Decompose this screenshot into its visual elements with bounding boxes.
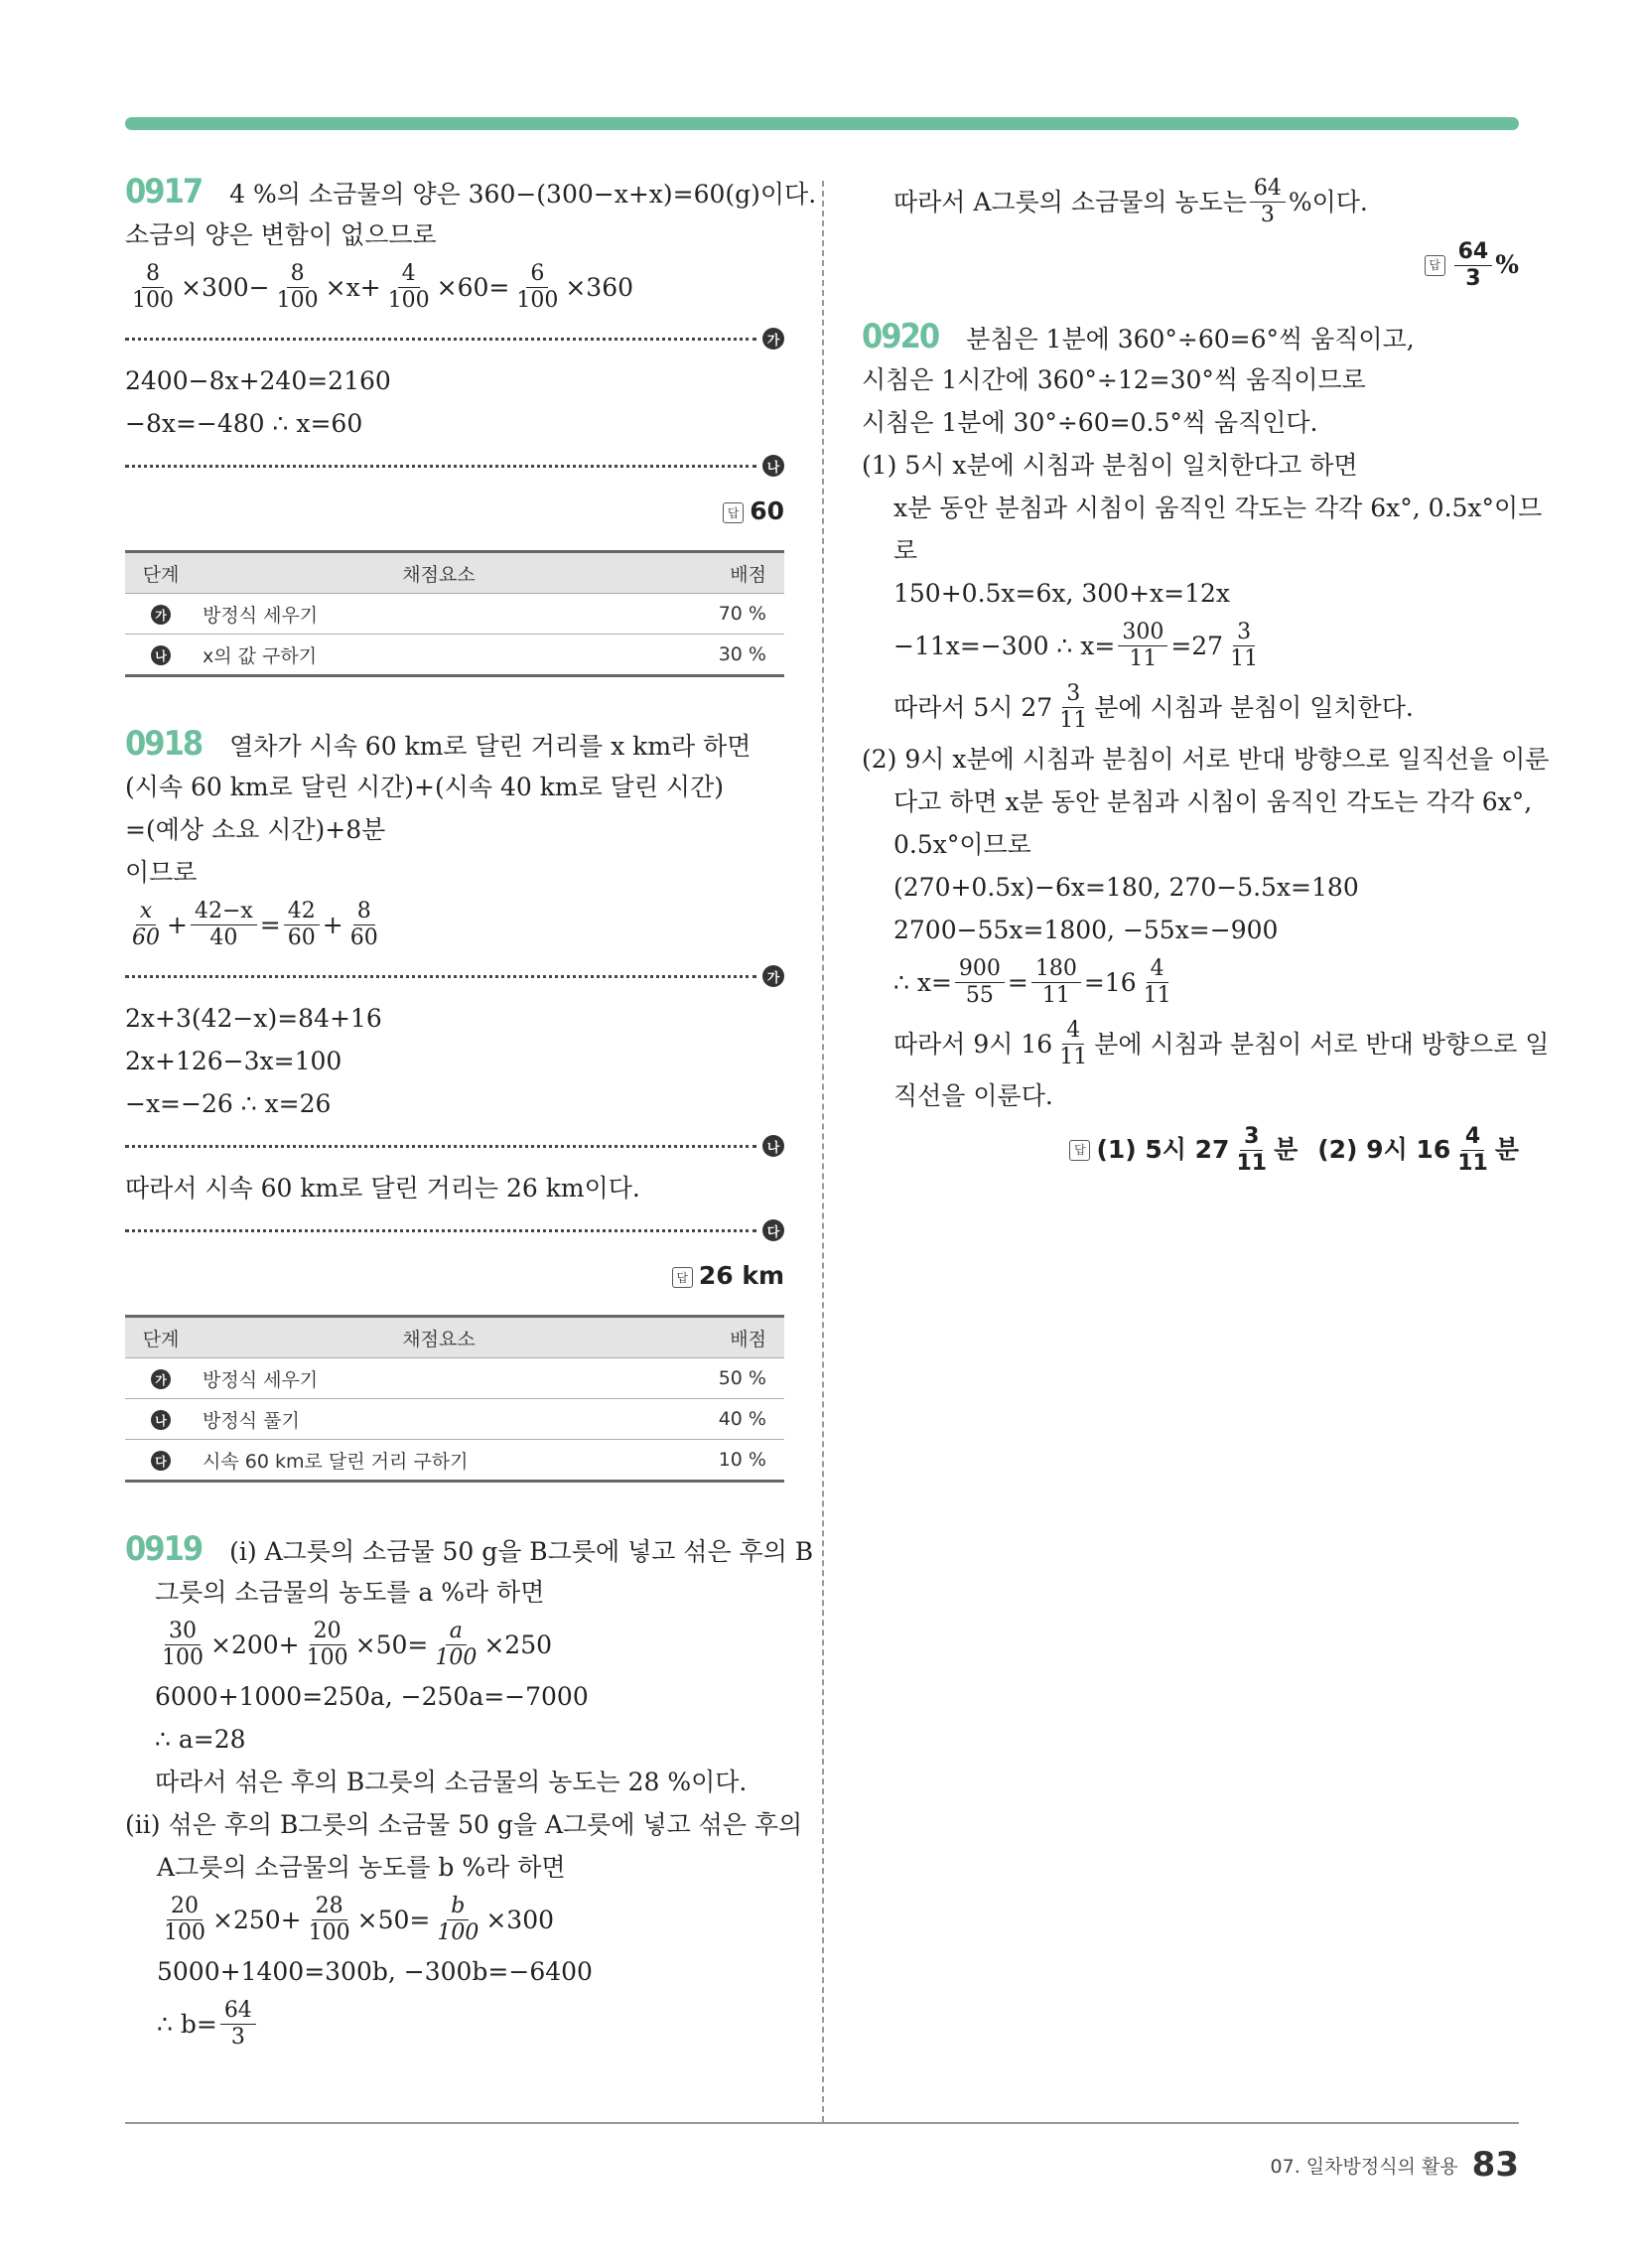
solution-line: 열차가 시속 60 km로 달린 거리를 x km라 하면 xyxy=(229,732,752,761)
problem-number: 0920 xyxy=(862,317,939,356)
solution-line: 그릇의 소금물의 농도를 a %라 하면 xyxy=(155,1578,545,1607)
equation: ∴ b= $\frac{64}{3}$ xyxy=(125,1993,784,2055)
solution-line: A그릇의 소금물의 농도를 b %라 하면 xyxy=(157,1853,566,1882)
step-marker: 가 xyxy=(762,328,784,350)
solution-line: 2x+126−3x=100 xyxy=(125,1047,342,1075)
step-marker: 나 xyxy=(762,1135,784,1157)
solution-line: 4 %의 소금물의 양은 360−(300−x+x)=60(g)이다. xyxy=(229,180,817,209)
header-bar xyxy=(125,117,1519,130)
problem-0919 xyxy=(125,1528,814,2055)
answer: 답 26 km xyxy=(125,1251,784,1301)
table-header: 단계 채점요소 배점 xyxy=(125,552,784,594)
solution-line: 따라서 5시 27 $\frac{3}{11}$ 분에 시침과 분침이 일치한다. xyxy=(893,681,1414,733)
answer: 답 $\frac{64}{3}$ % xyxy=(862,232,1519,298)
footer-divider xyxy=(125,2122,1519,2124)
solution-line: 2700−55x=1800, −55x=−900 xyxy=(893,916,1279,944)
page-number: 83 xyxy=(1471,2145,1519,2185)
solution-line: (1) 5시 x분에 시침과 분침이 일치한다고 하면 xyxy=(862,451,1358,480)
answer-icon: 답 xyxy=(672,1267,693,1288)
grading-table xyxy=(125,1315,784,1483)
solution-line: 따라서 섞은 후의 B그릇의 소금물의 농도는 28 %이다. xyxy=(155,1768,748,1796)
solution-line: 시침은 1분에 30°÷60=0.5°씩 움직인다. xyxy=(862,408,1318,437)
problem-number: 0918 xyxy=(125,724,203,764)
solution-line: x분 동안 분침과 시침이 움직인 각도는 각각 6x°, 0.5x°이므 xyxy=(893,494,1543,522)
solution-line: 직선을 이룬다. xyxy=(893,1081,1053,1110)
problem-0917 xyxy=(125,171,817,677)
step-divider xyxy=(125,959,784,993)
solution-line: 따라서 A그릇의 소금물의 농도는 $\frac{64}{3}$ %이다. xyxy=(893,176,1368,227)
solution-line: 6000+1000=250a, −250a=−7000 xyxy=(155,1682,589,1711)
answer-icon: 답 xyxy=(1069,1140,1090,1161)
solution-line: (ⅱ) 섞은 후의 B그릇의 소금물 50 g을 A그릇에 넣고 섞은 후의 xyxy=(125,1810,803,1839)
solution-line: 따라서 9시 16 $\frac{4}{11}$ 분에 시침과 분침이 서로 반대 방향으로 일 xyxy=(893,1018,1550,1069)
solution-line: −x=−26 ∴ x=26 xyxy=(125,1089,332,1118)
solution-line: 로 xyxy=(893,536,918,565)
page-footer xyxy=(1271,2135,1519,2195)
solution-line: 다고 하면 x분 동안 분침과 시침이 움직인 각도는 각각 6x°, xyxy=(893,787,1533,816)
solution-line: (270+0.5x)−6x=180, 270−5.5x=180 xyxy=(893,873,1359,902)
answer: 답 (1) 5시 27 $\frac{3}{11}$ 분 (2) 9시 16 $\frac{4}{11}$ 분 xyxy=(862,1117,1519,1183)
problem-0920 xyxy=(862,316,1550,1183)
step-marker: 다 xyxy=(762,1219,784,1241)
solution-line: 따라서 시속 60 km로 달린 거리는 26 km이다. xyxy=(125,1174,640,1203)
right-column xyxy=(862,171,1550,1183)
solution-line: −8x=−480 ∴ x=60 xyxy=(125,409,363,438)
table-row: 나 x의 값 구하기 30 % xyxy=(125,635,784,676)
grading-table xyxy=(125,550,784,677)
table-row: 가 방정식 세우기 70 % xyxy=(125,594,784,635)
equation: −11x=−300 ∴ x= $\frac{300}{11}$ =27 $\frac{3}{11}$ xyxy=(893,620,1259,671)
solution-line: 0.5x°이므로 xyxy=(893,830,1031,859)
solution-line: 이므로 xyxy=(125,858,198,887)
left-column xyxy=(125,171,817,2055)
solution-line: =(예상 소요 시간)+8분 xyxy=(125,815,386,844)
solution-line: 150+0.5x=6x, 300+x=12x xyxy=(893,579,1230,608)
chapter-title: 07. 일차방정식의 활용 xyxy=(1270,2155,1458,2178)
table-row: 가 방정식 세우기 50 % xyxy=(125,1358,784,1399)
equation: ∴ x= $\frac{900}{55}$ = $\frac{180}{11}$ =16 $\frac{4}{11}$ xyxy=(893,956,1171,1008)
solution-line: ∴ a=28 xyxy=(155,1725,246,1754)
problem-number: 0919 xyxy=(125,1529,203,1569)
solution-line: 소금의 양은 변함이 없으므로 xyxy=(125,220,437,249)
table-row: 다 시속 60 km로 달린 거리 구하기 10 % xyxy=(125,1440,784,1482)
step-marker: 가 xyxy=(762,965,784,987)
step-marker: 나 xyxy=(762,455,784,477)
solution-line: 시침은 1시간에 360°÷12=30°씩 움직이므로 xyxy=(862,365,1366,394)
problem-0918 xyxy=(125,723,784,1483)
step-divider xyxy=(125,449,784,483)
solution-line: 2400−8x+240=2160 xyxy=(125,366,391,395)
equation: $\frac{8}{100}$ ×300− $\frac{8}{100}$ ×x+ $\frac{4}{100}$ ×60= $\frac{6}{100}$ ×360 xyxy=(132,261,634,313)
table-header: 단계 채점요소 배점 xyxy=(125,1317,784,1358)
answer-icon: 답 xyxy=(723,502,744,523)
answer-icon: 답 xyxy=(1425,255,1445,276)
problem-number: 0917 xyxy=(125,172,203,212)
solution-line: (ⅰ) A그릇의 소금물 50 g을 B그릇에 넣고 섞은 후의 B xyxy=(229,1537,814,1566)
solution-line: 분침은 1분에 360°÷60=6°씩 움직이고, xyxy=(966,325,1415,354)
solution-line: 5000+1400=300b, −300b=−6400 xyxy=(157,1957,593,1986)
solution-line: 2x+3(42−x)=84+16 xyxy=(125,1004,382,1033)
solution-line: (시속 60 km로 달린 시간)+(시속 40 km로 달린 시간) xyxy=(125,773,724,801)
equation: $\frac{30}{100}$ ×200+ $\frac{20}{100}$ ×50= $\frac{a}{100}$ ×250 xyxy=(162,1619,553,1670)
column-divider xyxy=(822,181,824,2122)
equation: $\frac{x}{60}$ + $\frac{42-x}{40}$ = $\frac{42}{60}$ + $\frac{8}{60}$ xyxy=(132,899,378,950)
table-row: 나 방정식 풀기 40 % xyxy=(125,1399,784,1440)
answer: 답 60 xyxy=(125,487,784,536)
step-divider xyxy=(125,322,784,355)
equation: $\frac{20}{100}$ ×250+ $\frac{28}{100}$ ×50= $\frac{b}{100}$ ×300 xyxy=(164,1894,555,1945)
solution-line: (2) 9시 x분에 시침과 분침이 서로 반대 방향으로 일직선을 이룬 xyxy=(862,745,1550,774)
step-divider xyxy=(125,1213,784,1247)
step-divider xyxy=(125,1129,784,1163)
